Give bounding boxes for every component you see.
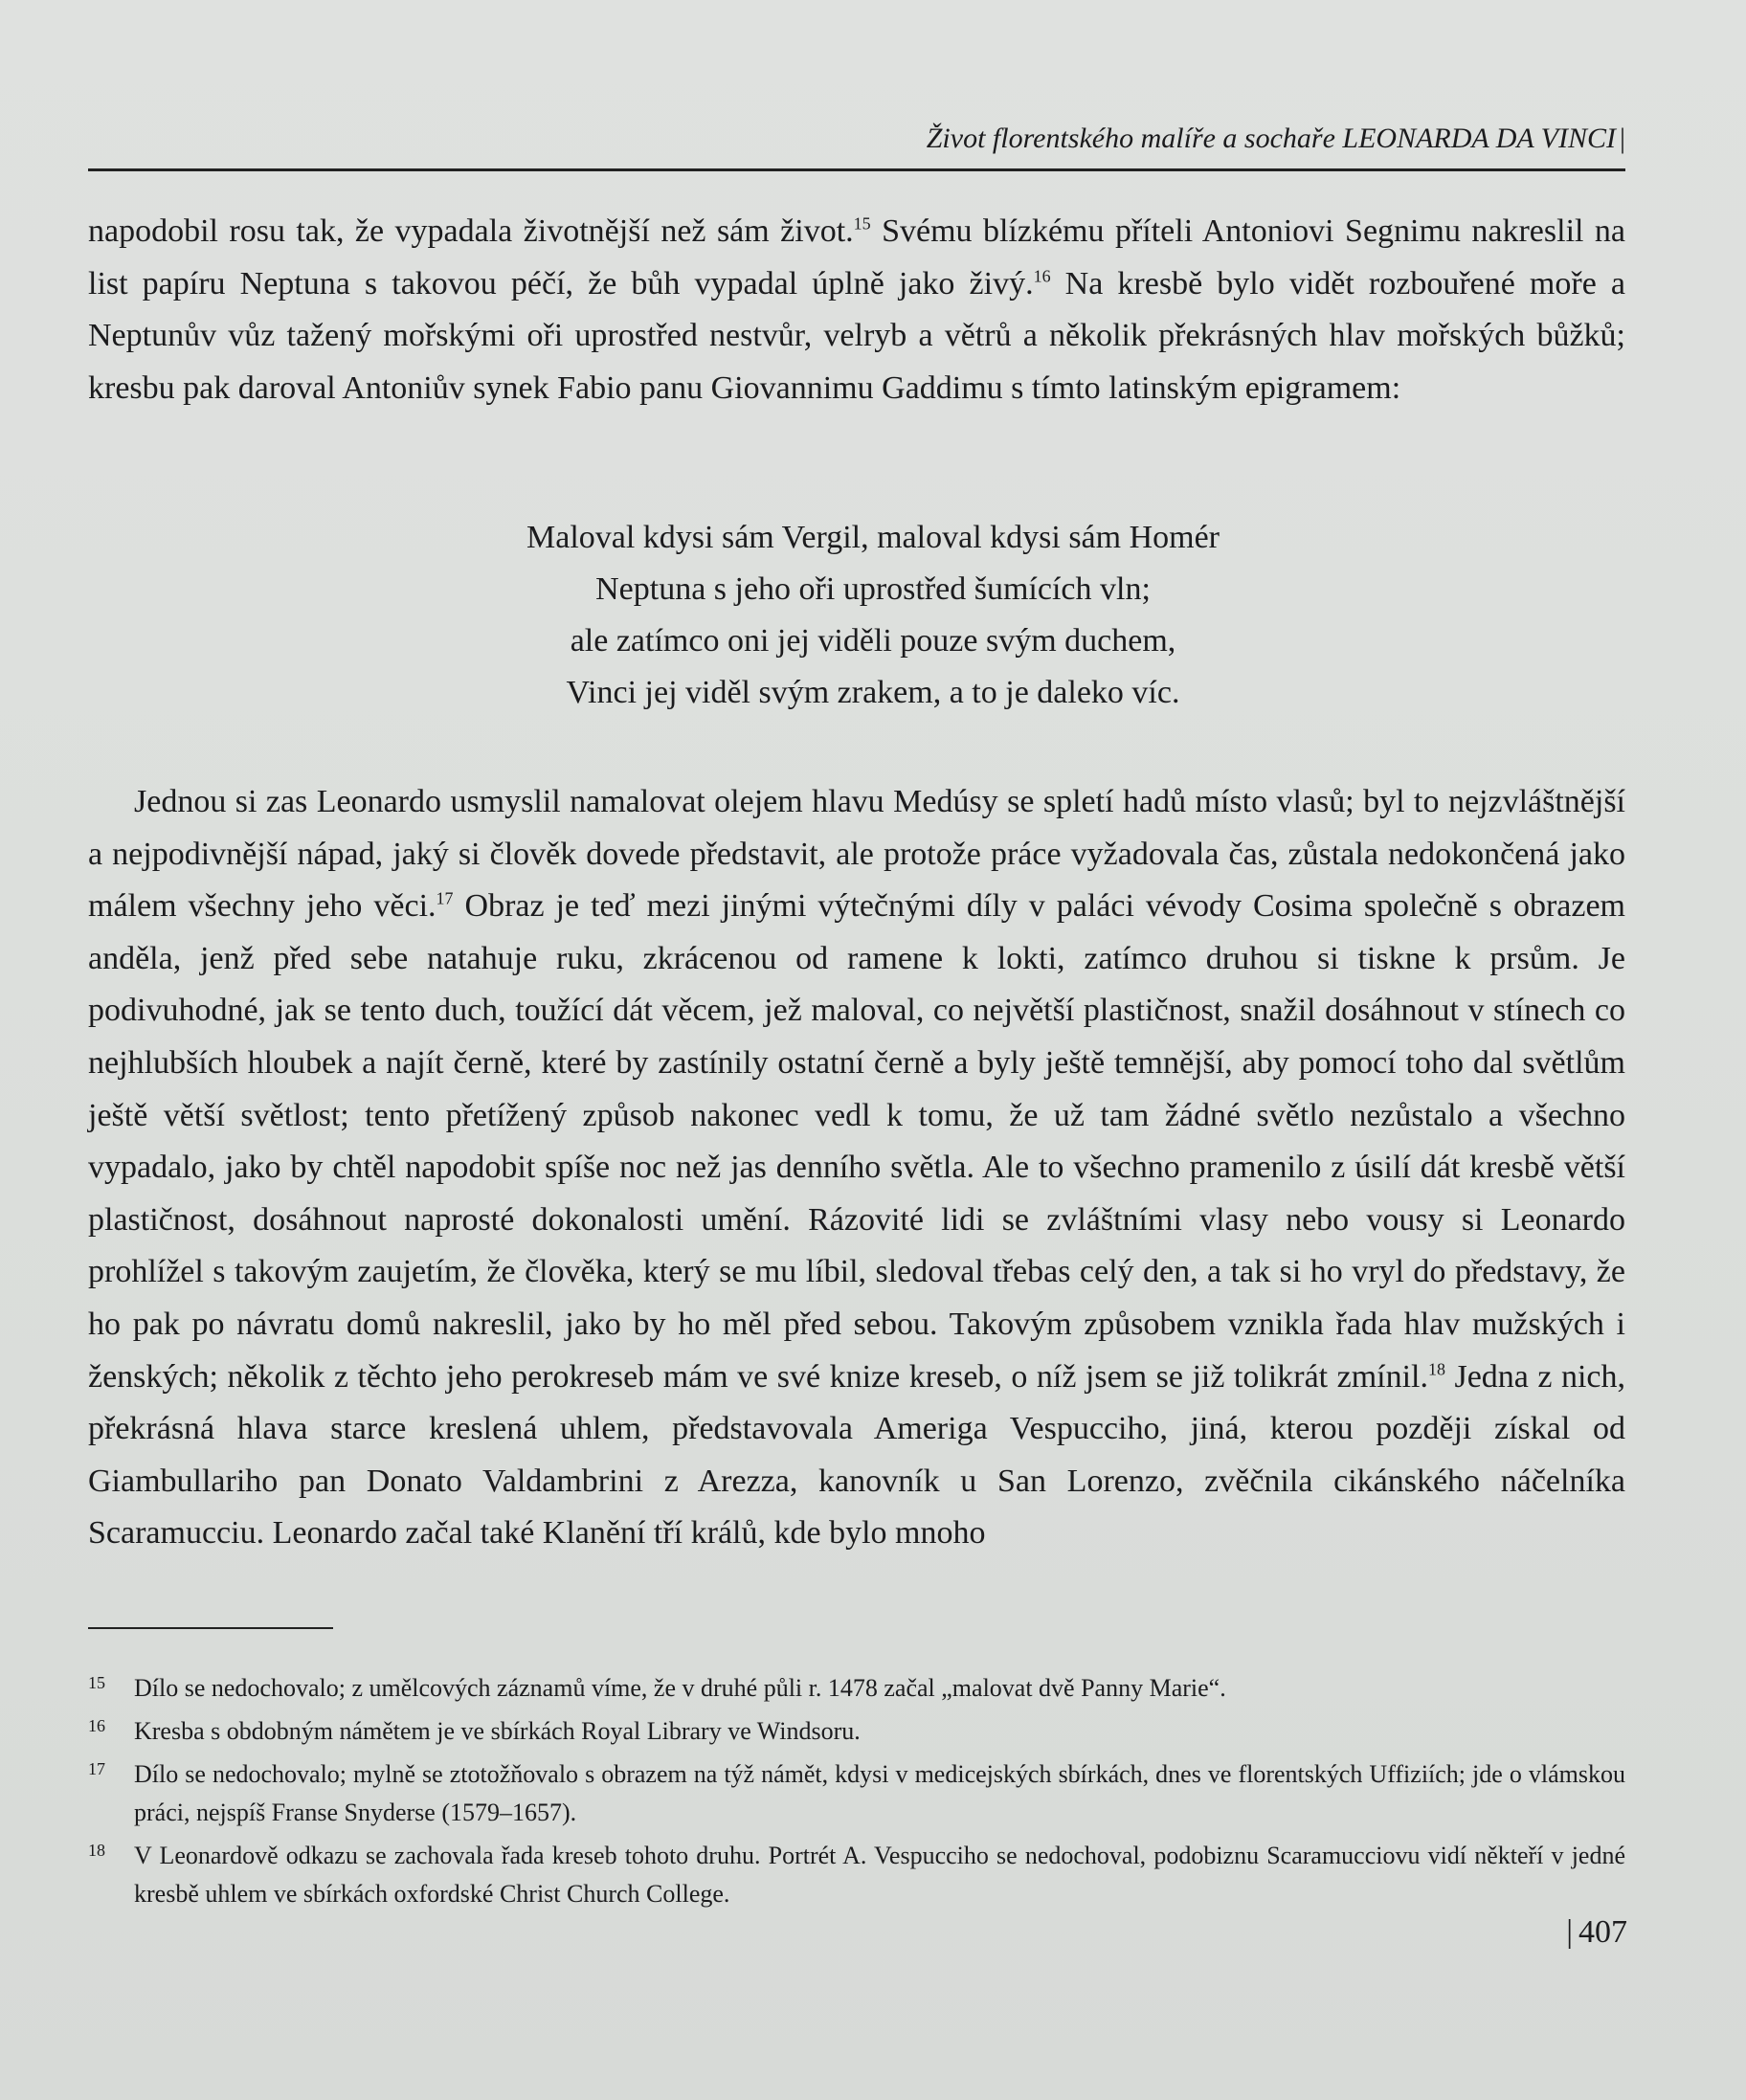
running-title-separator: | (1619, 123, 1625, 154)
running-title (927, 123, 1625, 155)
epigram-line: Maloval kdysi sám Vergil, maloval kdysi sám Homér (526, 520, 1220, 555)
page-number-separator: | (1566, 1914, 1573, 1950)
footnote-18 (88, 1837, 1625, 1913)
epigram (0, 512, 1746, 719)
paragraph-2-text-c: Jedna z nich, překrásná hlava starce kreslená uhlem, představovala Ameriga Vespucciho, jiná, kterou později získal od Giambullariho pan Donato Valdambrini z Arezza, kanovník u San Lorenzo, zvěčnila cikánského náčelníka Scaramucciu. Leonardo začal také Klanění tří králů, kde bylo mnoho (88, 1358, 1625, 1552)
paragraph-2 (88, 776, 1625, 1560)
page-number-value: 407 (1578, 1914, 1627, 1950)
footnote-number: 15 (88, 1673, 105, 1692)
epigram-line: Neptuna s jeho oři uprostřed šumících vln; (595, 571, 1151, 607)
footnote-text: Dílo se nedochovalo; mylně se ztotožňovalo s obrazem na týž námět, kdysi v medicejských sbírkách, dnes ve florentských Uffiziích; jde o vlámskou práci, nejspíš Franse Snyderse (1579–1657). (134, 1760, 1625, 1826)
footnote-17 (88, 1755, 1625, 1832)
page-number (1566, 1914, 1627, 1951)
running-header (88, 115, 1625, 171)
running-title-text: Život florentského malíře a sochaře LEONARDA DA VINCI (926, 123, 1616, 154)
paragraph-1-text-a: napodobil rosu tak, že vypadala životnější než sám život. (88, 213, 854, 249)
footnote-number: 17 (88, 1759, 105, 1778)
epigram-line: ale zatímco oni jej viděli pouze svým duchem, (570, 623, 1176, 659)
paragraph-1-text-b: Svému blízkému příteli Antoniovi Segnimu nakreslil na list papíru Neptuna s takovou péčí, že bůh vypadal úplně jako živý. (88, 213, 1625, 302)
footnote-separator (88, 1627, 333, 1629)
epigram-line: Vinci jej viděl svým zrakem, a to je daleko víc. (566, 675, 1180, 710)
paragraph-2-text-b: Obraz je teď mezi jinými výtečnými díly v paláci vévody Cosima společně s obrazem anděla, jenž před sebe natahuje ruku, zkrácenou od ramene k lokti, zatímco druhou si tiskne k prsům. Je podivuhodné, jak se tento duch, toužící dát věcem, jež maloval, co největší plastičnost, snažil dosáhnout v stínech co nejhlubších hloubek a najít černě, které by zastínily ostatní černě a byly ještě temnější, aby pomocí toho dal světlům ještě větší světlost; tento přetížený způsob nakonec vedl k tomu, že už tam žádné světlo nezůstalo a všechno vypadalo, jako by chtěl napodobit spíše noc než jas denního světla. Ale to všechno pramenilo z úsilí dát kresbě větší plastičnost, dosáhnout naprosté dokonalosti umění. Rázovité lidi se zvláštními vlasy nebo vousy si Leonardo prohlížel s takovým zaujetím, že člověka, který se mu líbil, sledoval třebas celý den, a tak si ho vryl do představy, že ho pak po návratu domů nakreslil, jako by ho měl před sebou. Takovým způsobem vznikla řada hlav mužských i ženských; několik z těchto jeho perokreseb mám ve své knize kreseb, o níž jsem se již tolikrát zmínil. (88, 888, 1625, 1395)
footnote-number: 16 (88, 1716, 105, 1735)
paragraph-2-text-a: Jednou si zas Leonardo usmyslil namalovat olejem hlavu Medúsy se spletí hadů místo vlasů; byl to nejzvláštnější a nejpodivnější nápad, jaký si člověk dovede představit, ale protože práce vyžadovala čas, zůstala nedokončená jako málem všechny jeho věci. (88, 784, 1625, 925)
footnote-text: V Leonardově odkazu se zachovala řada kreseb tohoto druhu. Portrét A. Vespucciho se nedochoval, podobiznu Scaramucciovu vidí někteří v jedné kresbě uhlem ve sbírkách oxfordské Christ Church College. (134, 1842, 1625, 1908)
footnote-ref-17[interactable]: 17 (436, 888, 454, 908)
footnotes (88, 1669, 1625, 1918)
paragraph-1-text-c: Na kresbě bylo vidět rozbouřené moře a Neptunův vůz tažený mořskými oři uprostřed nestvůr, velryb a větrů a několik překrásných hlav mořských bůžků; kresbu pak daroval Antoniův synek Fabio panu Giovannimu Gaddimu s tímto latinským epigramem: (88, 265, 1625, 406)
paragraph-1 (88, 206, 1625, 414)
footnote-16 (88, 1712, 1625, 1751)
footnote-15 (88, 1669, 1625, 1708)
footnote-ref-18[interactable]: 18 (1427, 1359, 1445, 1379)
footnote-number: 18 (88, 1841, 105, 1860)
footnote-ref-15[interactable]: 15 (853, 213, 871, 234)
footnote-text: Kresba s obdobným námětem je ve sbírkách Royal Library ve Windsoru. (134, 1717, 861, 1745)
footnote-text: Dílo se nedochovalo; z umělcových záznamů víme, že v druhé půli r. 1478 začal „malovat dvě Panny Marie“. (134, 1674, 1226, 1702)
footnote-ref-16[interactable]: 16 (1033, 266, 1051, 286)
